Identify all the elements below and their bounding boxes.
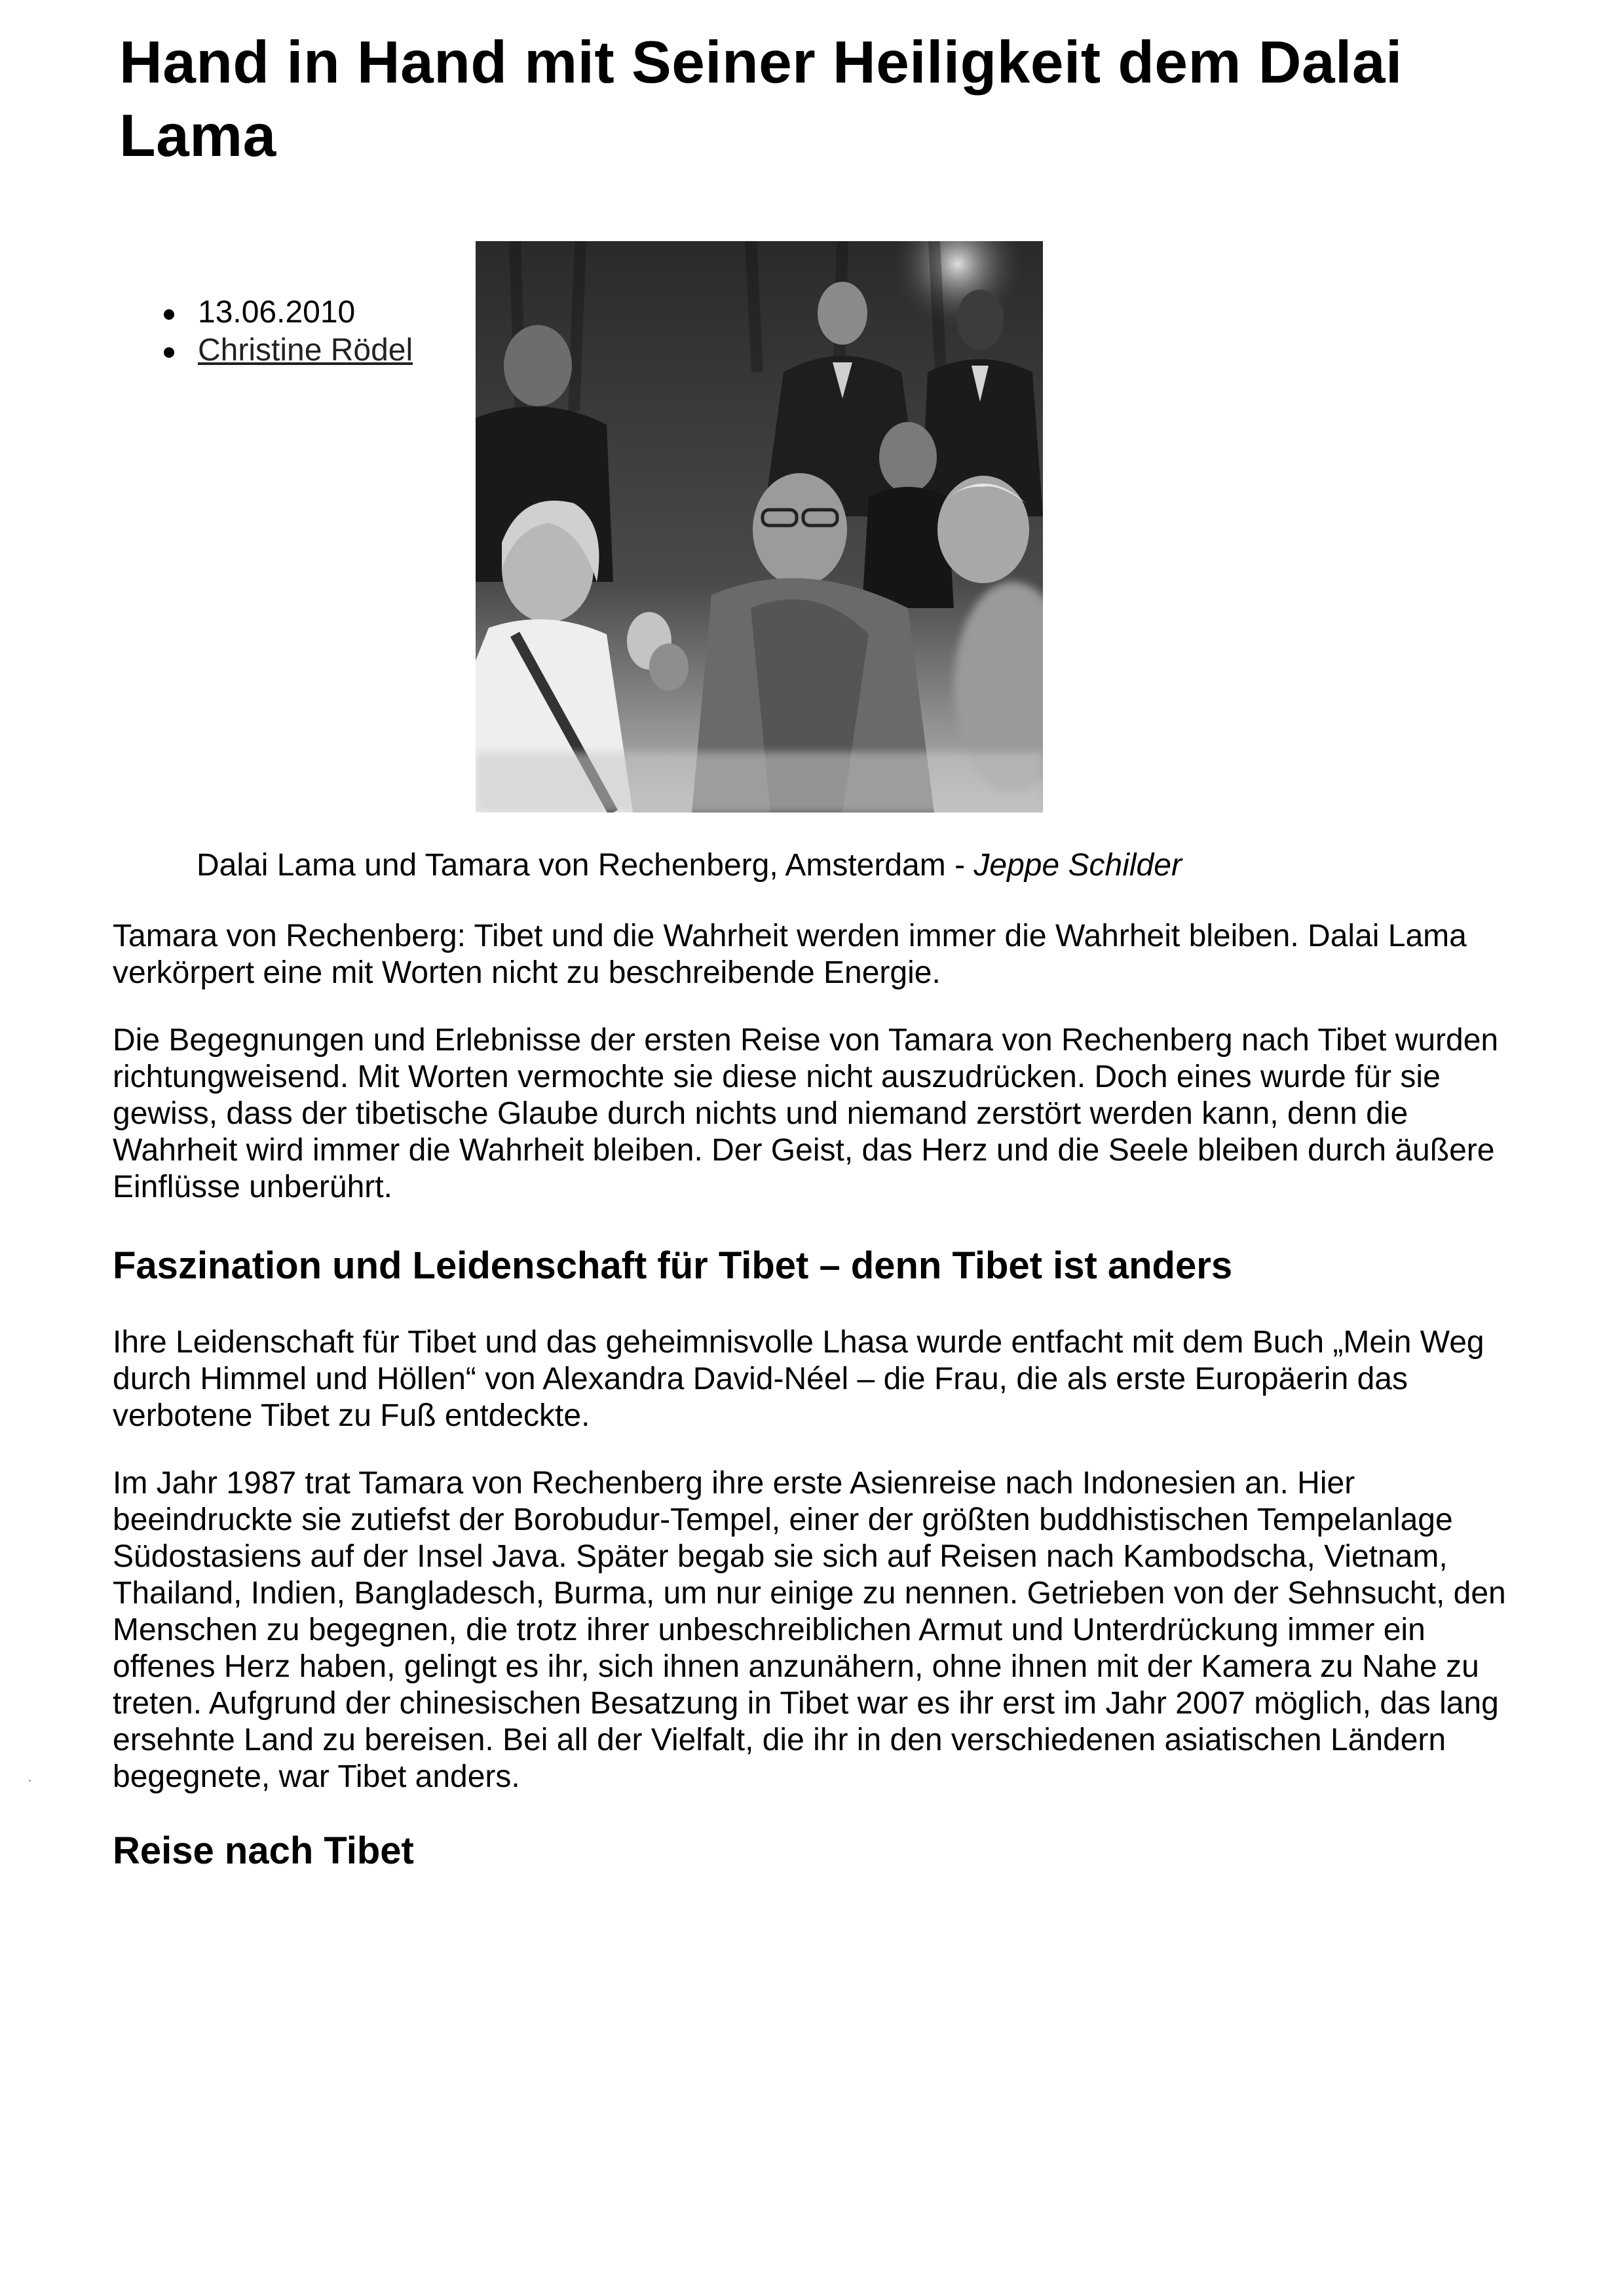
section-heading-journey: Reise nach Tibet — [113, 1829, 414, 1872]
paragraph-encounters: Die Begegnungen und Erlebnisse der ersten Reise von Tamara von Rechenberg nach Tibet wurden richtungweisend. Mit Worten vermochte sie diese nicht auszudrücken. Doch eines wurde für sie gewiss, dass der tibetische Glaube durch nichts und niemand zerstört werden kann, denn die Wahrheit wird immer die Wahrheit bleiben. Der Geist, das Herz und die Seele bleiben durch äußere Einflüsse unberührt. — [113, 1023, 1499, 1204]
article-meta-list — [164, 294, 413, 370]
photo-credit: Jeppe Schilder — [973, 848, 1182, 883]
photo-dalai-lama-and-woman — [476, 241, 1043, 813]
paragraph-passion: Ihre Leidenschaft für Tibet und das geheimnisvolle Lhasa wurde entfacht mit dem Buch „Mein Weg durch Himmel und Höllen“ von Alexandra David-Néel – die Frau, die als erste Europäerin das verbotene Tibet zu Fuß entdeckte. — [113, 1325, 1484, 1433]
paragraph-travels: Im Jahr 1987 trat Tamara von Rechenberg ihre erste Asienreise nach Indonesien an. Hier beeindruckte sie zutiefst der Borobudur-Tempel, einer der größten buddhistischen Tempelanlage Südostasiens auf der Insel Java. Später begab sie sich auf Reisen nach Kambodscha, Vietnam, Thailand, Indien, Bangladesch, Burma, um nur einige zu nennen. Getrieben von der Sehnsucht, den Menschen zu begegnen, die trotz ihrer unbeschreiblichen Armut und Unterdrückung immer ein offenes Herz haben, gelingt es ihr, sich ihnen anzunähern, ohne ihnen mit der Kamera zu Nahe zu treten. Aufgrund der chinesischen Besatzung in Tibet war es ihr erst im Jahr 2007 möglich, das lang ersehnte Land zu bereisen. Bei all der Vielfalt, die ihr in den verschiedenen asiatischen Ländern begegnete, war Tibet anders. — [113, 1466, 1506, 1794]
meta-author-item — [164, 332, 413, 370]
meta-date-item — [164, 294, 413, 332]
publish-date: 13.06.2010 — [198, 295, 356, 330]
paragraph-intro: Tamara von Rechenberg: Tibet und die Wahrheit werden immer die Wahrheit bleiben. Dalai Lama verkörpert eine mit Worten nicht zu beschreibende Energie. — [113, 919, 1467, 990]
article-photo — [476, 241, 1043, 813]
author-link[interactable]: Christine Rödel — [198, 333, 413, 368]
section-heading-fascination: Faszination und Leidenschaft für Tibet – denn Tibet ist anders — [113, 1244, 1233, 1287]
article-title: Hand in Hand mit Seiner Heiligkeit dem Dalai Lama — [119, 29, 1403, 169]
caption-text: Dalai Lama und Tamara von Rechenberg, Amsterdam - — [197, 848, 974, 883]
photo-caption — [197, 847, 1182, 885]
scan-speck — [29, 1780, 31, 1782]
